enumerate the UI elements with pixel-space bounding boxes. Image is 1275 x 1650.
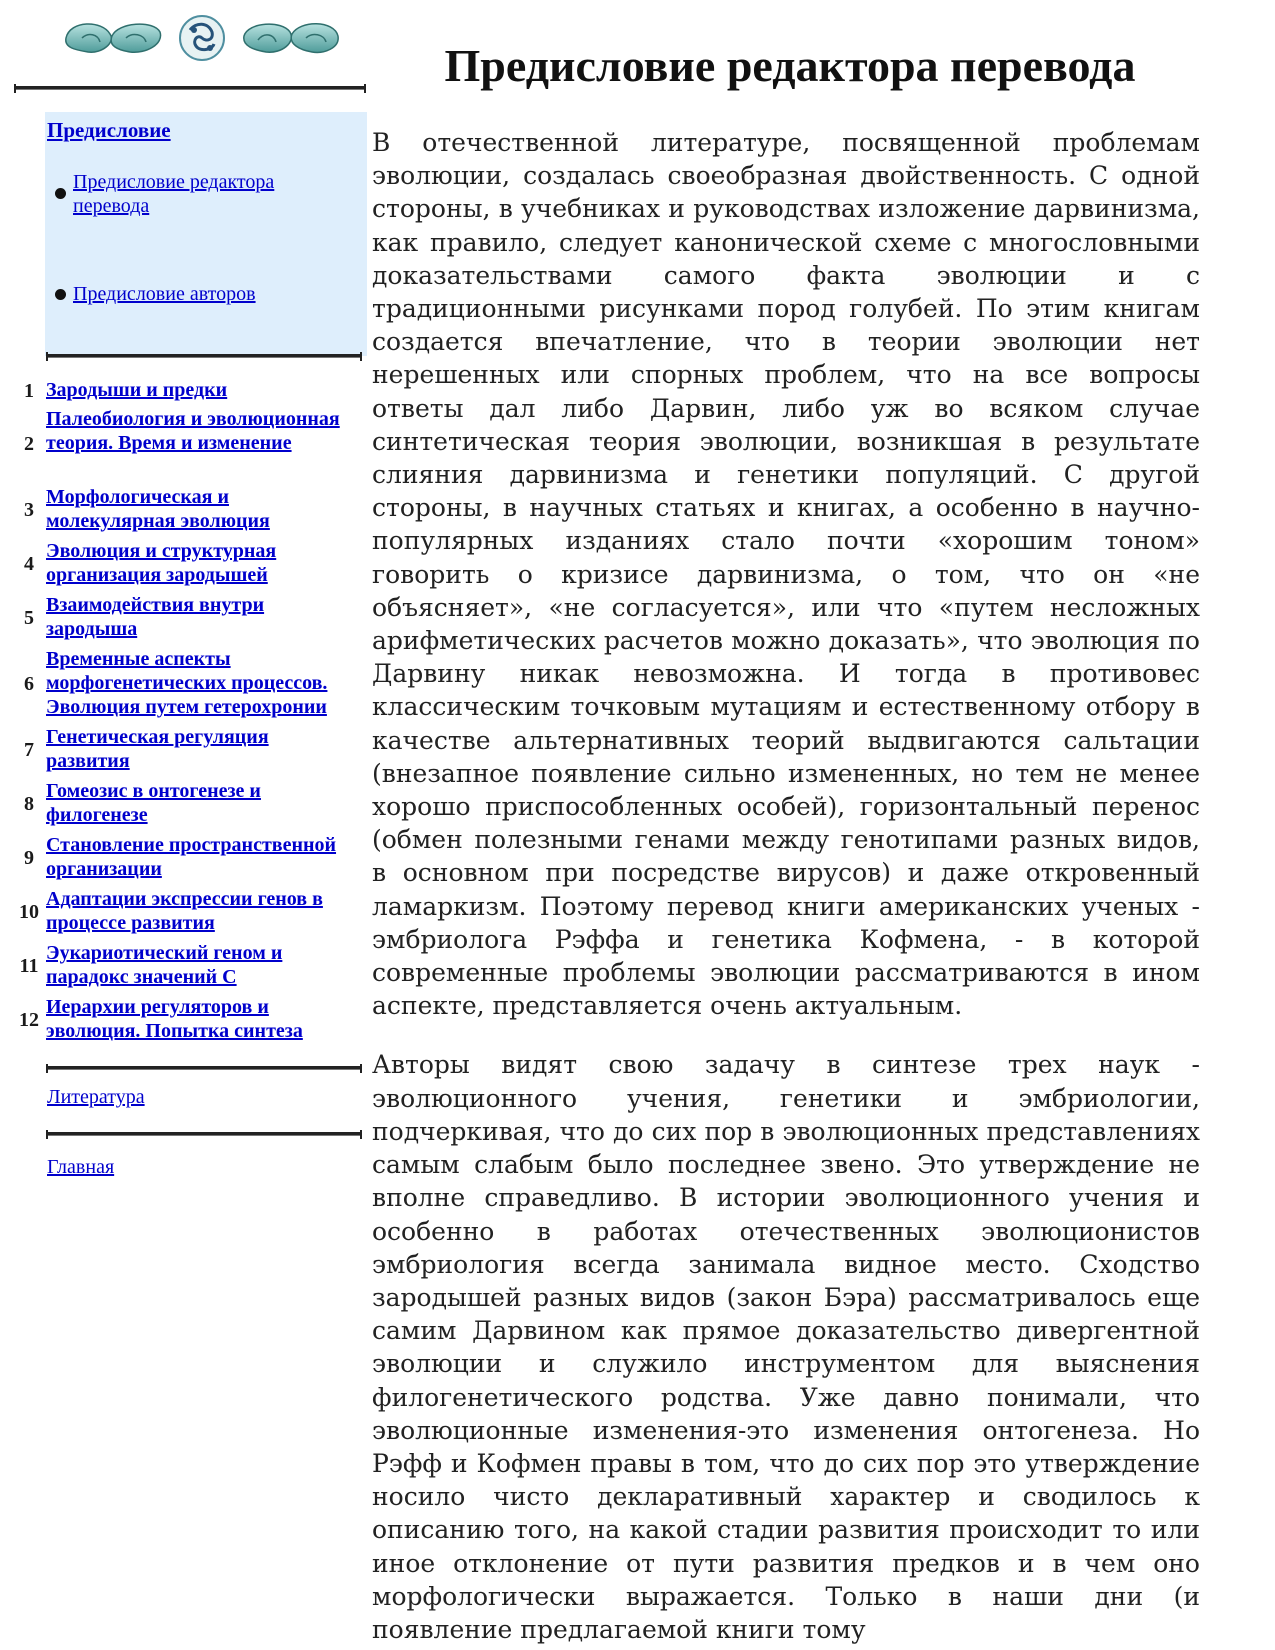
- chapter-number: 11: [19, 955, 39, 977]
- bullet-icon: [55, 289, 66, 300]
- chapter-link[interactable]: Временные аспекты морфогенетических процессов. Эволюция путем гетерохронии: [46, 648, 328, 718]
- preface-link[interactable]: Предисловие: [47, 118, 171, 142]
- home-link[interactable]: Главная: [47, 1156, 115, 1178]
- bullet-icon: [55, 188, 66, 199]
- chapter-number: 5: [24, 607, 34, 629]
- divider: [46, 354, 362, 358]
- chapter-link[interactable]: Морфологическая и молекулярная эволюция: [46, 486, 270, 532]
- chapter-number: 8: [24, 793, 34, 815]
- chapter-number: 4: [24, 553, 34, 575]
- chapter-link[interactable]: Адаптации экспрессии генов в процессе развития: [46, 888, 323, 934]
- chapter-number: 12: [19, 1009, 39, 1031]
- paragraph: Авторы видят свою задачу в синтезе трех наук - эволюционного учения, генетики и эмбриологии, подчеркивая, что до сих пор в эволюционных представлениях самым слабым было последнее звено. Это утверждение не вполне справедливо. В истории эволюционного учения и особенно в работах отечественных эволюционистов эмбриология всегда занимала видное место. Сходство зародышей разных видов (закон Бэра) рассматривалось еще самим Дарвином как прямое доказательство дивергентной эволюции и служило инструментом для выяснения филогенетического родства. Уже давно понимали, что эволюционные изменения-это изменения онтогенеза. Но Рэфф и Кофмен правы в том, что до сих пор это утверждение носило чисто декларативный характер и сводилось к описанию того, на какой стадии развития происходит то или иное отклонение от пути развития предков и в чем оно морфологически выражается. Только в наши дни (и появление предлагаемой книги тому: [372, 1050, 1200, 1644]
- chapter-link[interactable]: Палеобиология и эволюционная теория. Время и изменение: [46, 408, 340, 454]
- divider: [46, 1132, 362, 1136]
- chapter-number: 7: [24, 739, 34, 761]
- chapter-number: 3: [24, 499, 34, 521]
- top-divider: [14, 86, 366, 90]
- paragraph: В отечественной литературе, посвященной проблемам эволюции, создалась своеобразная двойственность. С одной стороны, в учебниках и руководствах изложение дарвинизма, как правило, следует канонической схеме с многословными доказательствами самого факта эволюции и с традиционными рисунками пород голубей. По этим книгам создается впечатление, что в теории эволюции нет нерешенных или спорных проблем, что на все вопросы ответы дал либо Дарвин, либо уж во всяком случае синтетическая теория эволюции, возникшая в результате слияния дарвинизма и генетики популяций. С другой стороны, в научных статьях и книгах, а особенно в научно-популярных изданиях стало почти «хорошим тоном» говорить о кризисе дарвинизма, о том, что он «не объясняет», «не согласуется», или что «путем несложных арифметических расчетов можно доказать», что эволюция по Дарвину никак невозможна. И тогда в противовес классическим точковым мутациям и естественному отбору в качестве альтернативных теорий выдвигаются сальтации (внезапное появление сильно измененных, но тем не менее хорошо приспособленных особей), горизонтальный перенос (обмен полезными генами между генотипами разных видов, в основном при посредстве вирусов) и даже откровенный ламаркизм. Поэтому перевод книги американских ученых - эмбриолога Рэффа и генетика Кофмена, - в которой современные проблемы эволюции рассматриваются в ином аспекте, представляется очень актуальным.: [372, 128, 1200, 1021]
- chapter-link[interactable]: Генетическая регуляция развития: [46, 726, 269, 772]
- literature-link[interactable]: Литература: [47, 1086, 145, 1108]
- chapter-number: 2: [24, 433, 34, 455]
- chapter-link[interactable]: Гомеозис в онтогенезе и филогенезе: [46, 780, 261, 826]
- chapter-link[interactable]: Эукариотический геном и парадокс значений С: [46, 942, 283, 988]
- chapter-link[interactable]: Зародыши и предки: [46, 379, 228, 401]
- chapter-link[interactable]: Иерархии регуляторов и эволюция. Попытка синтеза: [46, 996, 303, 1042]
- page-title: Предисловие редактора перевода: [444, 40, 1136, 91]
- article-body: [372, 126, 1200, 1650]
- chapter-number: 1: [24, 380, 34, 402]
- chapter-link[interactable]: Взаимодействия внутри зародыша: [46, 594, 265, 640]
- divider: [46, 1066, 362, 1070]
- embryos-logo-icon: [62, 8, 342, 68]
- preface-editor-link[interactable]: Предисловие редактора перевода: [73, 171, 275, 217]
- chapter-number: 10: [19, 901, 39, 923]
- chapter-link[interactable]: Становление пространственной организации: [46, 834, 337, 880]
- chapter-number: 9: [24, 847, 34, 869]
- chapter-number: 6: [24, 673, 34, 695]
- chapter-link[interactable]: Эволюция и структурная организация зародышей: [46, 540, 277, 586]
- preface-authors-link[interactable]: Предисловие авторов: [73, 283, 256, 305]
- preface-section: [45, 112, 367, 356]
